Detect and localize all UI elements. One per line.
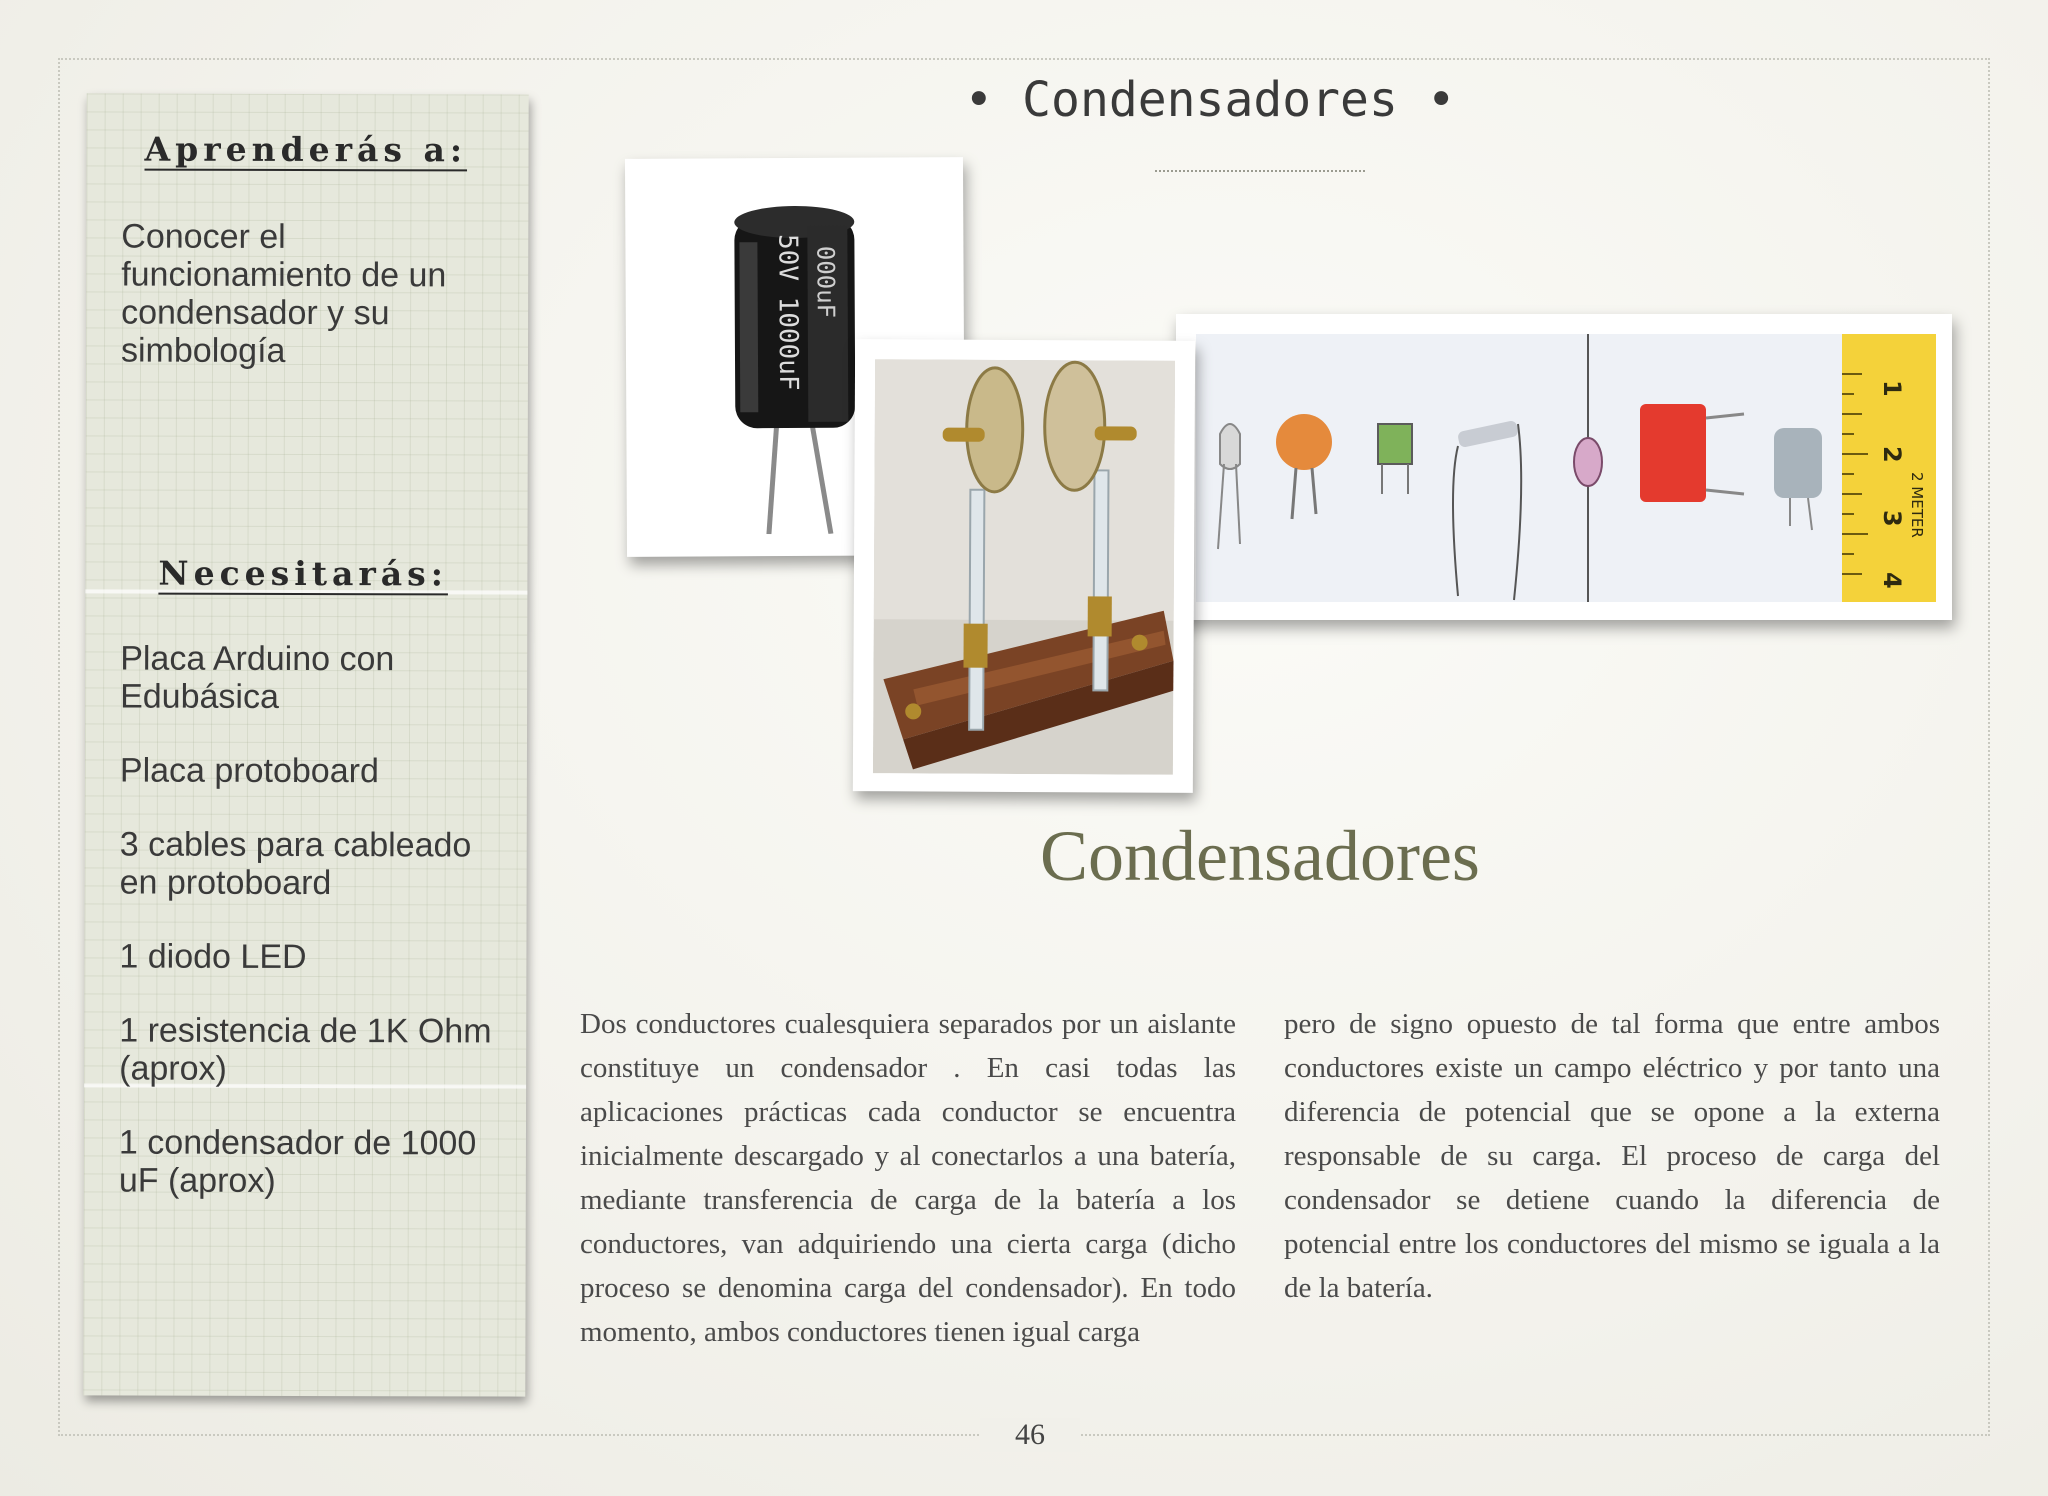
ruler-number: 2 <box>1878 446 1906 463</box>
page-title: • Condensadores • <box>964 72 1456 128</box>
ruler-label: 2 METER <box>1908 472 1926 538</box>
plate-capacitor-photo <box>853 339 1195 793</box>
list-item: Placa Arduino con Edubásica <box>120 639 395 716</box>
learn-text: Conocer el funcionamiento de un condensador y su simbología <box>120 217 447 370</box>
sidebar-card <box>83 93 528 1396</box>
body-text-column-1: Dos conductores cualesquiera separados por un aislante constituye un condensador . En casi todas las aplicaciones prácticas cada conductor se encuentra inicialmente descargado y al conectarlos a una batería, mediante transferencia de carga de la batería a los conductores, van adquiriendo una cierta carga (dicho proceso se denomina carga del condensador). En todo momento, ambos conductores tienen igual carga <box>580 1008 1236 1348</box>
needs-list <box>119 640 511 1237</box>
components-photo <box>1176 314 1952 620</box>
list-item: 1 diodo LED <box>119 937 307 977</box>
section-title: Condensadores <box>1040 816 1480 896</box>
ruler-number: 1 <box>1878 380 1906 397</box>
learn-heading: Aprenderás a: <box>144 129 468 170</box>
list-item: 1 resistencia de 1K Ohm (aprox) <box>119 1011 492 1088</box>
ruler-number: 3 <box>1878 510 1906 527</box>
list-item: 3 cables para cableado en protoboard <box>119 825 472 903</box>
need-heading: Necesitarás: <box>158 553 449 594</box>
components-image <box>1196 334 1936 602</box>
list-item: 1 condensador de 1000 uF (aprox) <box>118 1123 477 1200</box>
body-text-column-2: pero de signo opuesto de tal forma que entre ambos conductores existe un campo eléctrico y por tanto una diferencia de potencial que se opone a la externa responsable de su carga. El proceso de carga del condensador se detiene cuando la diferencia de potencial entre los conductores del mismo se iguala a la de la batería. <box>1284 1008 1940 1304</box>
title-divider <box>1155 170 1365 172</box>
capacitor-marking: 50V 1000uF <box>772 233 804 391</box>
ruler-number: 4 <box>1878 572 1906 589</box>
plate-capacitor-image <box>873 359 1175 775</box>
capacitor-marking-alt: 000uF <box>811 245 840 319</box>
page-number: 46 <box>980 1418 1080 1452</box>
list-item: Placa protoboard <box>119 751 379 791</box>
